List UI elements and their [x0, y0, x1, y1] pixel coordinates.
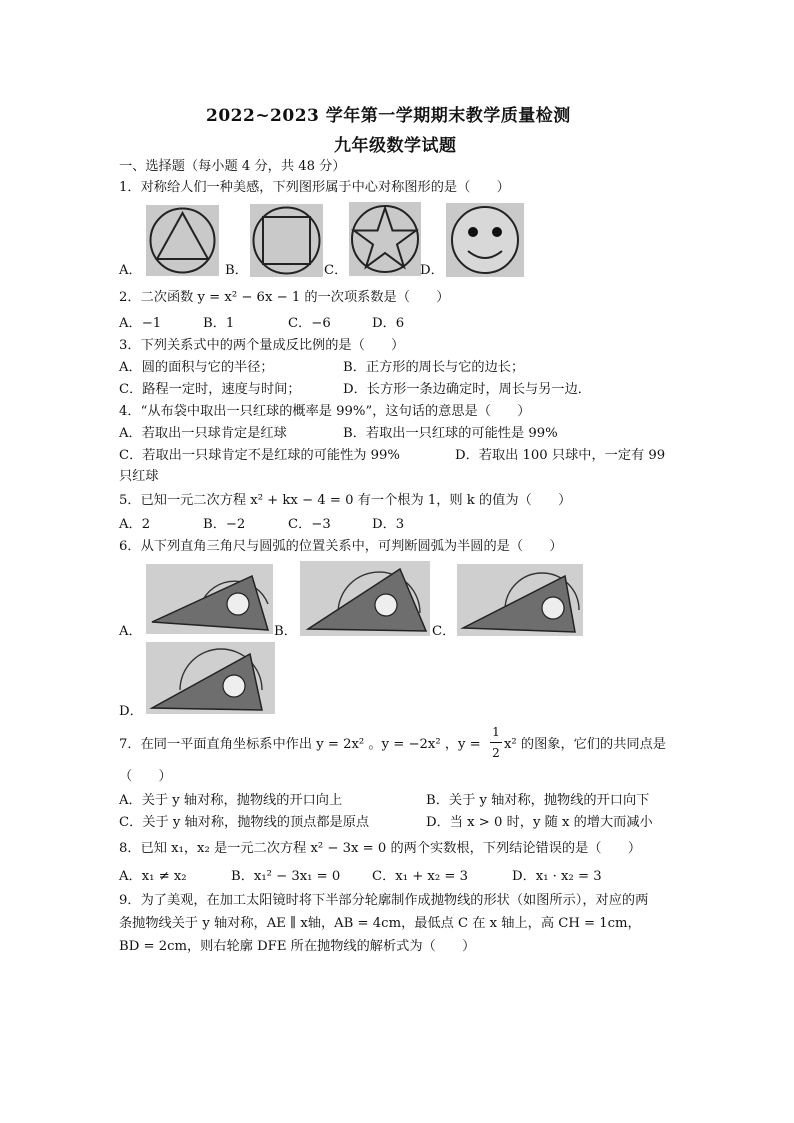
q4-option-d: D．若取出 100 只球中，一定有 99 — [455, 448, 666, 463]
q2-option-c: C．−6 — [288, 316, 331, 331]
q8-option-a: A．x₁ ≠ x₂ — [119, 869, 187, 884]
q3-option-d: D．长方形一条边确定时，周长与另一边． — [343, 382, 591, 397]
q7-stem-part2: x² 的图象，它们的共同点是 — [504, 737, 666, 752]
q7-fraction-bar — [490, 742, 502, 743]
q6-option-d-label: D． — [119, 704, 143, 719]
q1-stem: 1．对称给人们一种美感，下列图形属于中心对称图形的是（ ） — [119, 180, 510, 195]
q7-stem-part3: （ ） — [119, 769, 172, 784]
q4-stem: 4．“从布袋中取出一只红球的概率是 99%”，这句话的意思是（ ） — [119, 404, 531, 419]
q9-line3: BD = 2cm，则右轮廓 DFE 所在抛物线的解析式为（ ） — [119, 939, 476, 954]
q6-option-b-label: B． — [274, 624, 297, 639]
q8-option-b: B．x₁² − 3x₁ = 0 — [231, 869, 341, 884]
q9-line1: 9．为了美观，在加工太阳镜时将下半部分轮廓制作成抛物线的形状（如图所示），对应的两 — [119, 893, 649, 908]
q6-option-c-label: C． — [432, 624, 456, 639]
q5-option-c: C．−3 — [288, 517, 331, 532]
q7-fraction-denominator: 2 — [492, 746, 500, 760]
q1-figure-b-circle-square — [250, 204, 323, 277]
q4-option-c: C．若取出一只球肯定不是红球的可能性为 99% — [119, 448, 400, 463]
q7-option-b: B．关于 y 轴对称，抛物线的开口向下 — [426, 793, 650, 808]
q5-option-b: B．−2 — [203, 517, 246, 532]
q2-stem: 2．二次函数 y = x² − 6x − 1 的一次项系数是（ ） — [119, 290, 450, 305]
q8-option-c: C．x₁ + x₂ = 3 — [372, 869, 468, 884]
q1-option-a-label: A． — [119, 263, 142, 278]
q7-option-d: D．当 x > 0 时，y 随 x 的增大而减小 — [426, 815, 653, 830]
q1-option-d-label: D． — [420, 263, 444, 278]
q3-stem: 3．下列关系式中的两个量成反比例的是（ ） — [119, 338, 405, 353]
q4-option-b: B．若取出一只红球的可能性是 99% — [343, 426, 558, 441]
q7-option-a: A．关于 y 轴对称，抛物线的开口向上 — [119, 793, 343, 808]
q1-figure-c-circle-star — [349, 202, 421, 276]
q1-option-c-label: C． — [324, 263, 348, 278]
page-subtitle: 九年级数学试题 — [334, 136, 457, 156]
q4-option-d-continued: 只红球 — [119, 469, 159, 484]
q8-option-d: D．x₁ · x₂ = 3 — [512, 869, 602, 884]
q3-option-a: A．圆的面积与它的半径； — [119, 360, 274, 375]
q1-figure-a-circle-triangle — [146, 205, 219, 276]
q3-option-b: B．正方形的周长与它的边长； — [343, 360, 525, 375]
q6-stem: 6．从下列直角三角尺与圆弧的位置关系中，可判断圆弧为半圆的是（ ） — [119, 539, 563, 554]
q1-figure-d-smiley — [446, 203, 524, 277]
q4-option-a: A．若取出一只球肯定是红球 — [119, 426, 287, 441]
page-title: 2022~2023 学年第一学期期末教学质量检测 — [206, 106, 571, 126]
q8-stem: 8．已知 x₁，x₂ 是一元二次方程 x² − 3x = 0 的两个实数根，下列结论错误的是（ ） — [119, 841, 642, 856]
q7-option-c: C．关于 y 轴对称，抛物线的顶点都是原点 — [119, 815, 370, 830]
q2-option-a: A．−1 — [119, 316, 162, 331]
q6-figure-d-set-square-arc — [146, 642, 275, 714]
q6-figure-a-set-square-arc — [146, 564, 273, 634]
q5-stem: 5．已知一元二次方程 x² + kx − 4 = 0 有一个根为 1，则 k 的值为（ ） — [119, 493, 572, 508]
q5-option-a: A．2 — [119, 517, 151, 532]
q2-option-b: B．1 — [203, 316, 235, 331]
q1-option-b-label: B． — [225, 263, 248, 278]
q6-option-a-label: A． — [119, 624, 142, 639]
q5-option-d: D．3 — [372, 517, 405, 532]
q7-fraction-numerator: 1 — [492, 725, 500, 739]
q3-option-c: C．路程一定时，速度与时间； — [119, 382, 301, 397]
section-heading: 一、选择题（每小题 4 分，共 48 分） — [119, 159, 346, 174]
q9-line2: 条抛物线关于 y 轴对称，AE ∥ x轴，AB = 4cm，最低点 C 在 x 轴上，高 CH = 1cm， — [119, 916, 641, 931]
q2-option-d: D．6 — [372, 316, 405, 331]
q7-stem-part1: 7．在同一平面直角坐标系中作出 y = 2x² 。y = −2x² ，y = — [119, 737, 481, 752]
q6-figure-c-set-square-arc — [457, 564, 583, 636]
q6-figure-b-set-square-arc — [300, 561, 430, 636]
